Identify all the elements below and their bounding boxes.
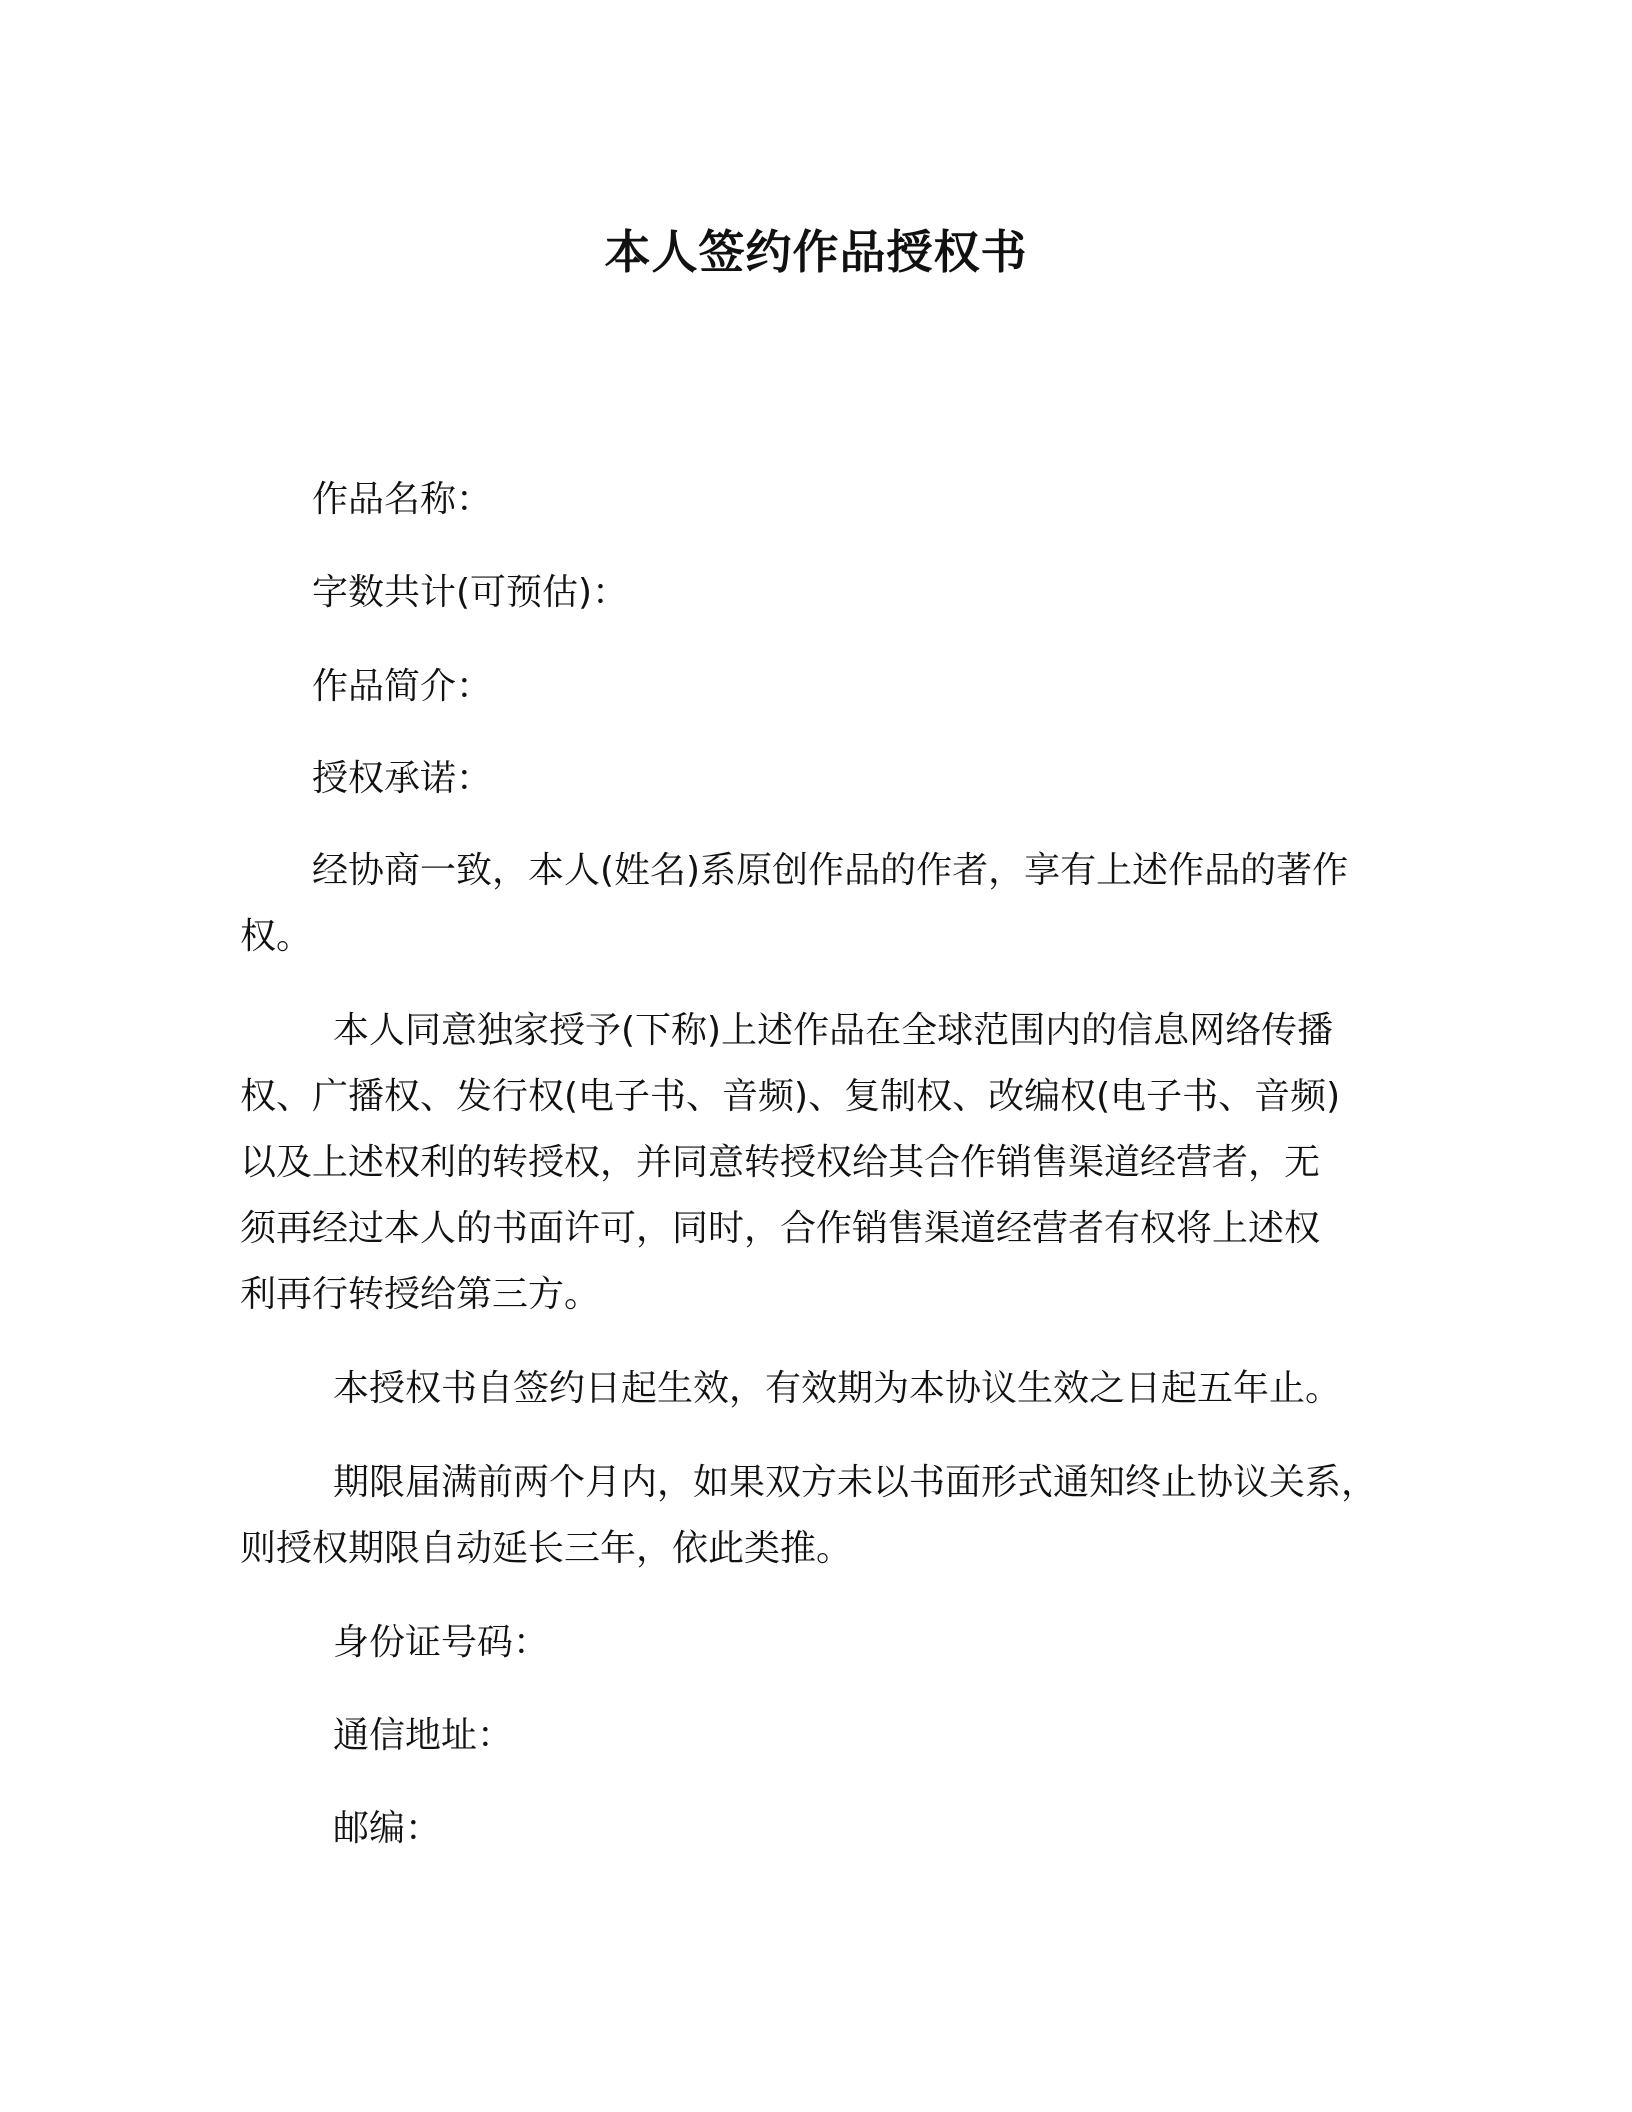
paragraph-4-line-1: 期限届满前两个月内，如果双方未以书面形式通知终止协议关系，	[333, 1462, 1378, 1503]
document-title: 本人签约作品授权书	[604, 225, 1028, 279]
paragraph-1-line-2: 权。	[240, 916, 313, 957]
paragraph-2-line-5: 利再行转授给第三方。	[240, 1274, 601, 1315]
field-postal-code: 邮编：	[333, 1808, 442, 1849]
paragraph-4-line-2: 则授权期限自动延长三年，依此类推。	[240, 1528, 853, 1569]
field-work-summary: 作品简介：	[312, 666, 493, 707]
field-authorization-commitment: 授权承诺：	[312, 758, 493, 799]
paragraph-1-line-1: 经协商一致，本人(姓名)系原创作品的作者，享有上述作品的著作	[312, 850, 1349, 891]
field-word-count: 字数共计(可预估)：	[312, 572, 629, 613]
field-mailing-address: 通信地址：	[333, 1715, 514, 1756]
paragraph-2-line-1: 本人同意独家授予(下称)上述作品在全球范围内的信息网络传播	[333, 1010, 1334, 1051]
paragraph-2-line-4: 须再经过本人的书面许可，同时，合作销售渠道经营者有权将上述权	[240, 1208, 1321, 1249]
field-work-name: 作品名称：	[312, 479, 493, 520]
field-id-number: 身份证号码：	[333, 1622, 550, 1663]
paragraph-2-line-2: 权、广播权、发行权(电子书、音频)、复制权、改编权(电子书、音频)	[240, 1076, 1341, 1117]
paragraph-3-line-1: 本授权书自签约日起生效，有效期为本协议生效之日起五年止。	[333, 1368, 1342, 1409]
paragraph-2-line-3: 以及上述权利的转授权，并同意转授权给其合作销售渠道经营者，无	[240, 1142, 1321, 1183]
